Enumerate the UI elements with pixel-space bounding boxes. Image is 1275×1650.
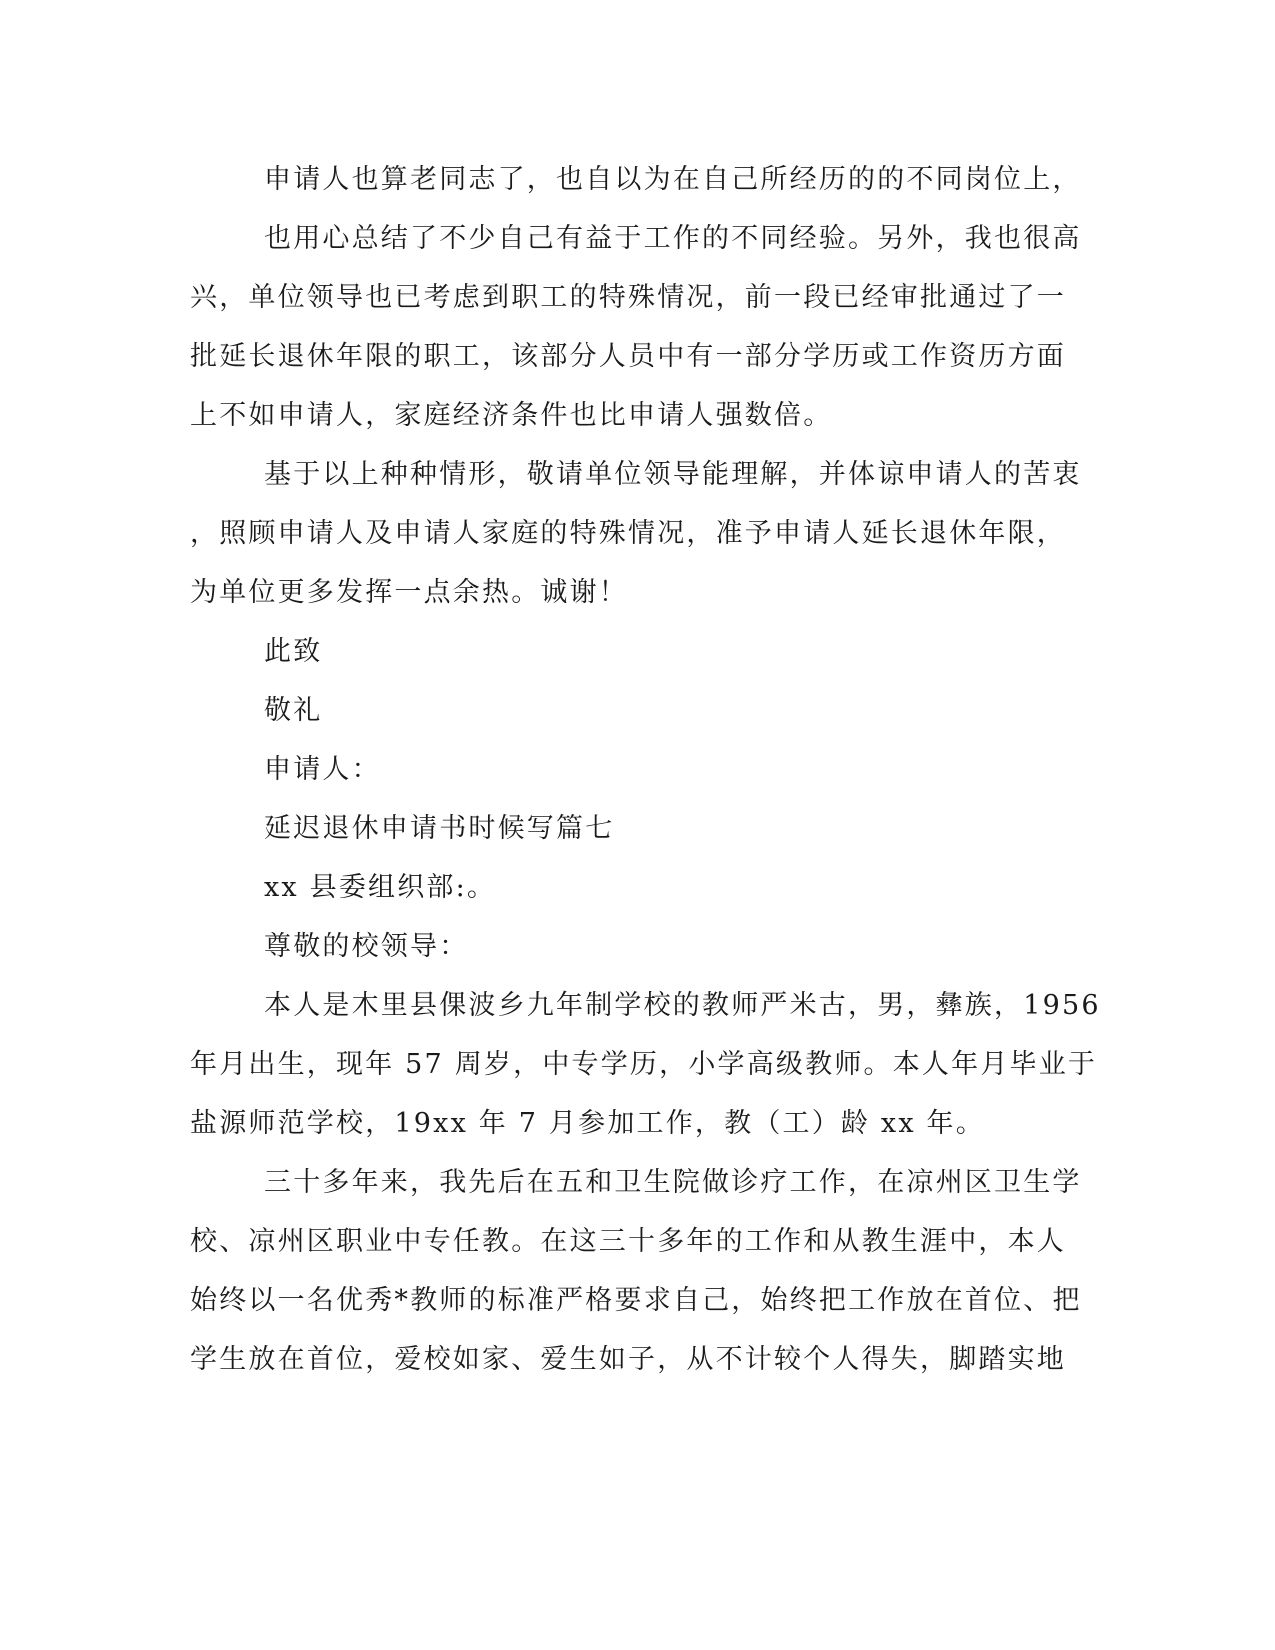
closing-salutation: 此致 — [264, 636, 323, 667]
text-line: 上不如申请人，家庭经济条件也比申请人强数倍。 — [190, 400, 833, 431]
text-line: 本人是木里县倮波乡九年制学校的教师严米古，男，彝族，1956 — [264, 990, 1101, 1021]
text-line: 申请人也算老同志了，也自以为在自己所经历的的不同岗位上， — [264, 164, 1082, 195]
closing-regards: 敬礼 — [264, 695, 323, 726]
recipient-line: xx 县委组织部:。 — [264, 872, 497, 903]
text-line: 为单位更多发挥一点余热。诚谢！ — [190, 577, 628, 608]
text-line: ，照顾申请人及申请人家庭的特殊情况，准予申请人延长退休年限， — [190, 518, 1066, 549]
applicant-signature-label: 申请人： — [264, 754, 381, 785]
text-line: 三十多年来，我先后在五和卫生院做诊疗工作，在凉州区卫生学 — [264, 1167, 1082, 1198]
text-line: 年月出生，现年 57 周岁，中专学历，小学高级教师。本人年月毕业于 — [190, 1049, 1098, 1080]
text-line: 批延长退休年限的职工，该部分人员中有一部分学历或工作资历方面 — [190, 341, 1066, 372]
text-line: 始终以一名优秀*教师的标准严格要求自己，始终把工作放在首位、把 — [190, 1285, 1082, 1316]
text-line: 基于以上种种情形，敬请单位领导能理解，并体谅申请人的苦衷 — [264, 459, 1082, 490]
greeting-line: 尊敬的校领导： — [264, 931, 469, 962]
text-line: 兴，单位领导也已考虑到职工的特殊情况，前一段已经审批通过了一 — [190, 282, 1066, 313]
text-line: 盐源师范学校，19xx 年 7 月参加工作，教（工）龄 xx 年。 — [190, 1108, 985, 1139]
section-title: 延迟退休申请书时候写篇七 — [264, 813, 615, 844]
text-line: 校、凉州区职业中专任教。在这三十多年的工作和从教生涯中，本人 — [190, 1226, 1066, 1257]
text-line: 学生放在首位，爱校如家、爱生如子，从不计较个人得失，脚踏实地 — [190, 1344, 1066, 1375]
text-line: 也用心总结了不少自己有益于工作的不同经验。另外，我也很高 — [264, 223, 1082, 254]
